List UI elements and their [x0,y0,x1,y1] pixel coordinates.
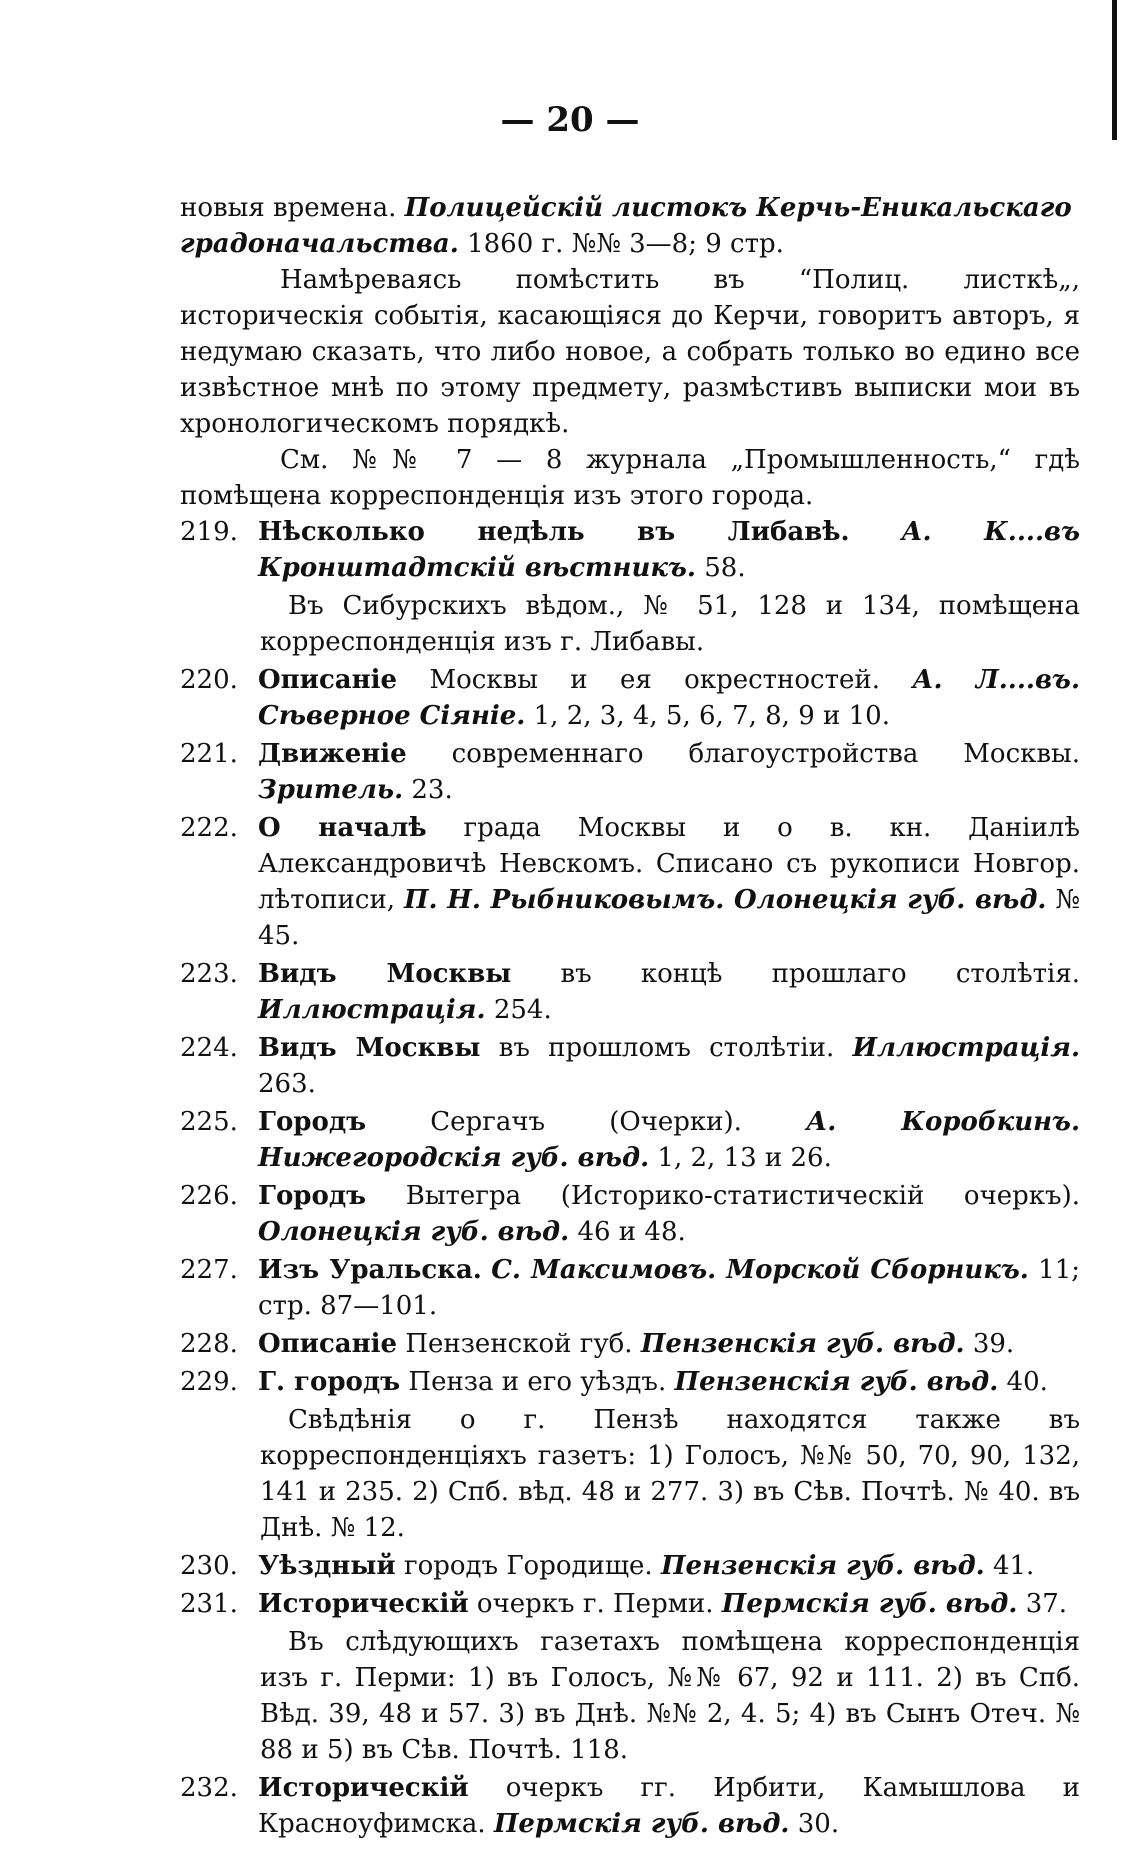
entry-source: Пензенскія губ. вѣд. [640,1329,965,1359]
intro-quote: Намѣреваясь помѣстить въ “Полиц. листкѣ„, историческія событія, касающіяся до Керчи, говоритъ авторъ, я недумаю сказать, что либо новое, а собрать только во едино все извѣстное мнѣ по этому предмету, размѣстивъ выписки мои въ хронологическомъ порядкѣ. [180,265,1080,439]
entry-item [180,1586,1080,1622]
entry-body [258,1548,1080,1584]
intro-line1-source: Полицейскій листокъ Керчь-Еникальскаго градоначальства. [180,193,1072,259]
entry-issue-ref: 263. [258,1069,316,1099]
entry-text: очеркъ гг. Ирбити, Камышлова и Красноуфимска. [258,1773,1080,1839]
intro-see-also: См. №№ 7 — 8 журнала „Промышленность,“ гдѣ помѣщена корреспонденція изъ этого города. [180,445,1080,511]
entry-number: 224. [180,1033,238,1063]
entry-issue-ref: 39. [972,1329,1015,1359]
entry-source: Иллюстрація. [852,1033,1081,1063]
entry-text: очеркъ г. Перми. [476,1589,714,1619]
entry-body [258,956,1080,1028]
entry-number: 222. [180,813,238,843]
entry-body [258,1364,1080,1400]
entry-item [180,736,1080,808]
entry-body [258,1104,1080,1176]
entry-number: 220. [180,665,238,695]
entry-source: А. Л....въ. Сѣверное Сіяніе. [258,665,1080,731]
entry-heading: Городъ [258,1181,367,1211]
entry-text: городъ Городище. [403,1551,653,1581]
entry-item [180,1252,1080,1324]
entry-heading: Видъ Москвы [258,1033,481,1063]
entry-number: 226. [180,1181,238,1211]
entry-heading: Видъ Москвы [258,959,512,989]
entry-body [258,1178,1080,1250]
entry-body [258,514,1080,586]
entry-source: А. К....въ Кронштадтскій вѣстникъ. [258,517,1080,583]
entry-body [258,1770,1080,1842]
entry-source: Пермскія губ. вѣд. [493,1809,790,1839]
entry-source: Пензенскія губ. вѣд. [660,1551,985,1581]
entry-text: Вытегра (Историко-статистическій очеркъ). [405,1181,1081,1211]
entry-source: А. Коробкинъ. Нижегородскія губ. вѣд. [258,1107,1081,1173]
entry-item [180,1030,1080,1102]
entry-item [180,514,1080,586]
entry-body [258,1252,1080,1324]
entry-issue-ref: 254. [493,995,552,1025]
entry-item [180,956,1080,1028]
entry-issue-ref: 1, 2, 13 и 26. [657,1143,832,1173]
entry-issue-ref: 37. [1025,1589,1068,1619]
intro-first-line [180,190,1080,262]
entry-heading: Историческій [258,1589,469,1619]
page-number: — 20 — [500,100,640,140]
entry-source: Олонецкія губ. вѣд. [258,1217,570,1247]
entry-text: Пензенской губ. [405,1329,633,1359]
entry-item [180,662,1080,734]
entry-body [258,662,1080,734]
entry-text: современнаго благоустройства Москвы. [451,739,1080,769]
entry-note: Въ Сибурскихъ вѣдом., № 51, 128 и 134, помѣщена корреспонденція изъ г. Либавы. [260,591,1080,657]
entry-heading: Изъ Уральска. [258,1255,482,1285]
entry-number: 229. [180,1367,238,1397]
entry-text: въ прошломъ столѣтіи. [498,1033,835,1063]
entry-source: Иллюстрація. [258,995,486,1025]
page-body [180,190,1080,1844]
entry-source: Пензенскія губ. вѣд. [674,1367,999,1397]
entry-number: 223. [180,959,238,989]
entry-issue-ref: 41. [992,1551,1035,1581]
entry-heading: О началѣ [258,813,427,843]
entry-heading: Историческій [258,1773,469,1803]
entry-issue-ref: 58. [704,553,746,583]
entry-heading: Городъ [258,1107,367,1137]
entry-text: Сергачъ (Очерки). [430,1107,742,1137]
entry-issue-ref: № 45. [258,885,1080,951]
entry-body [258,736,1080,808]
entry-number: 219. [180,517,238,547]
intro-line1-a: новыя времена. [180,193,397,223]
entry-note: Свѣдѣнія о г. Пензѣ находятся также въ корреспонденціяхъ газетъ: 1) Голосъ, №№ 50, 70, 90, 132, 141 и 235. 2) Спб. вѣд. 48 и 277. 3) въ Сѣв. Почтѣ. № 40. въ Днѣ. № 12. [260,1405,1080,1543]
entry-list [180,514,1080,1842]
entry-source: Зритель. [258,775,404,805]
entry-number: 231. [180,1589,238,1619]
entry-text: въ концѣ прошлаго столѣтія. [560,959,1080,989]
entry-heading: Нѣсколько недѣль въ Либавѣ. [258,517,850,547]
entry-issue-ref: 23. [411,775,453,805]
entry-body [258,1326,1080,1362]
entry-item [180,1178,1080,1250]
entry-heading: Движеніе [258,739,407,769]
entry-item [180,1326,1080,1362]
entry-heading: Описаніе [258,1329,398,1359]
entry-text: града Москвы и о в. кн. Даніилѣ Александровичѣ Невскомъ. Списано съ рукописи Новгор. лѣтописи, [258,813,1080,915]
entry-number: 227. [180,1255,238,1285]
intro-line1-ref: 1860 г. №№ 3—8; 9 стр. [467,229,784,259]
entry-note: Въ слѣдующихъ газетахъ помѣщена корреспонденція изъ г. Перми: 1) въ Голосъ, №№ 67, 92 и 111. 2) въ Спб. Вѣд. 39, 48 и 57. 3) въ Днѣ. №№ 2, 4. 5; 4) въ Сынъ Отеч. № 88 и 5) въ Сѣв. Почтѣ. 118. [260,1627,1080,1765]
entry-item [180,1104,1080,1176]
entry-number: 232. [180,1773,238,1803]
entry-number: 228. [180,1329,238,1359]
entry-body [258,1030,1080,1102]
entry-body [258,810,1080,954]
entry-item [180,810,1080,954]
entry-issue-ref: 11; стр. 87—101. [258,1255,1081,1321]
entry-heading: Описаніе [258,665,398,695]
entry-source: П. Н. Рыбниковымъ. Олонецкія губ. вѣд. [403,885,1047,915]
entry-heading: Уѣздный [258,1551,396,1581]
entry-heading: Г. городъ [258,1367,401,1397]
entry-issue-ref: 30. [797,1809,840,1839]
entry-number: 230. [180,1551,238,1581]
entry-issue-ref: 46 и 48. [577,1217,686,1247]
entry-text: Москвы и ея окрестностей. [429,665,880,695]
entry-text: Пенза и его уѣздъ. [408,1367,667,1397]
entry-item [180,1770,1080,1842]
entry-item [180,1364,1080,1400]
entry-number: 225. [180,1107,238,1137]
entry-body [258,1586,1080,1622]
entry-source: С. Максимовъ. Морской Сборникъ. [491,1255,1029,1285]
entry-source: Пермскія губ. вѣд. [721,1589,1018,1619]
entry-number: 221. [180,739,238,769]
entry-issue-ref: 1, 2, 3, 4, 5, 6, 7, 8, 9 и 10. [533,701,890,731]
entry-item [180,1548,1080,1584]
entry-issue-ref: 40. [1006,1367,1048,1397]
